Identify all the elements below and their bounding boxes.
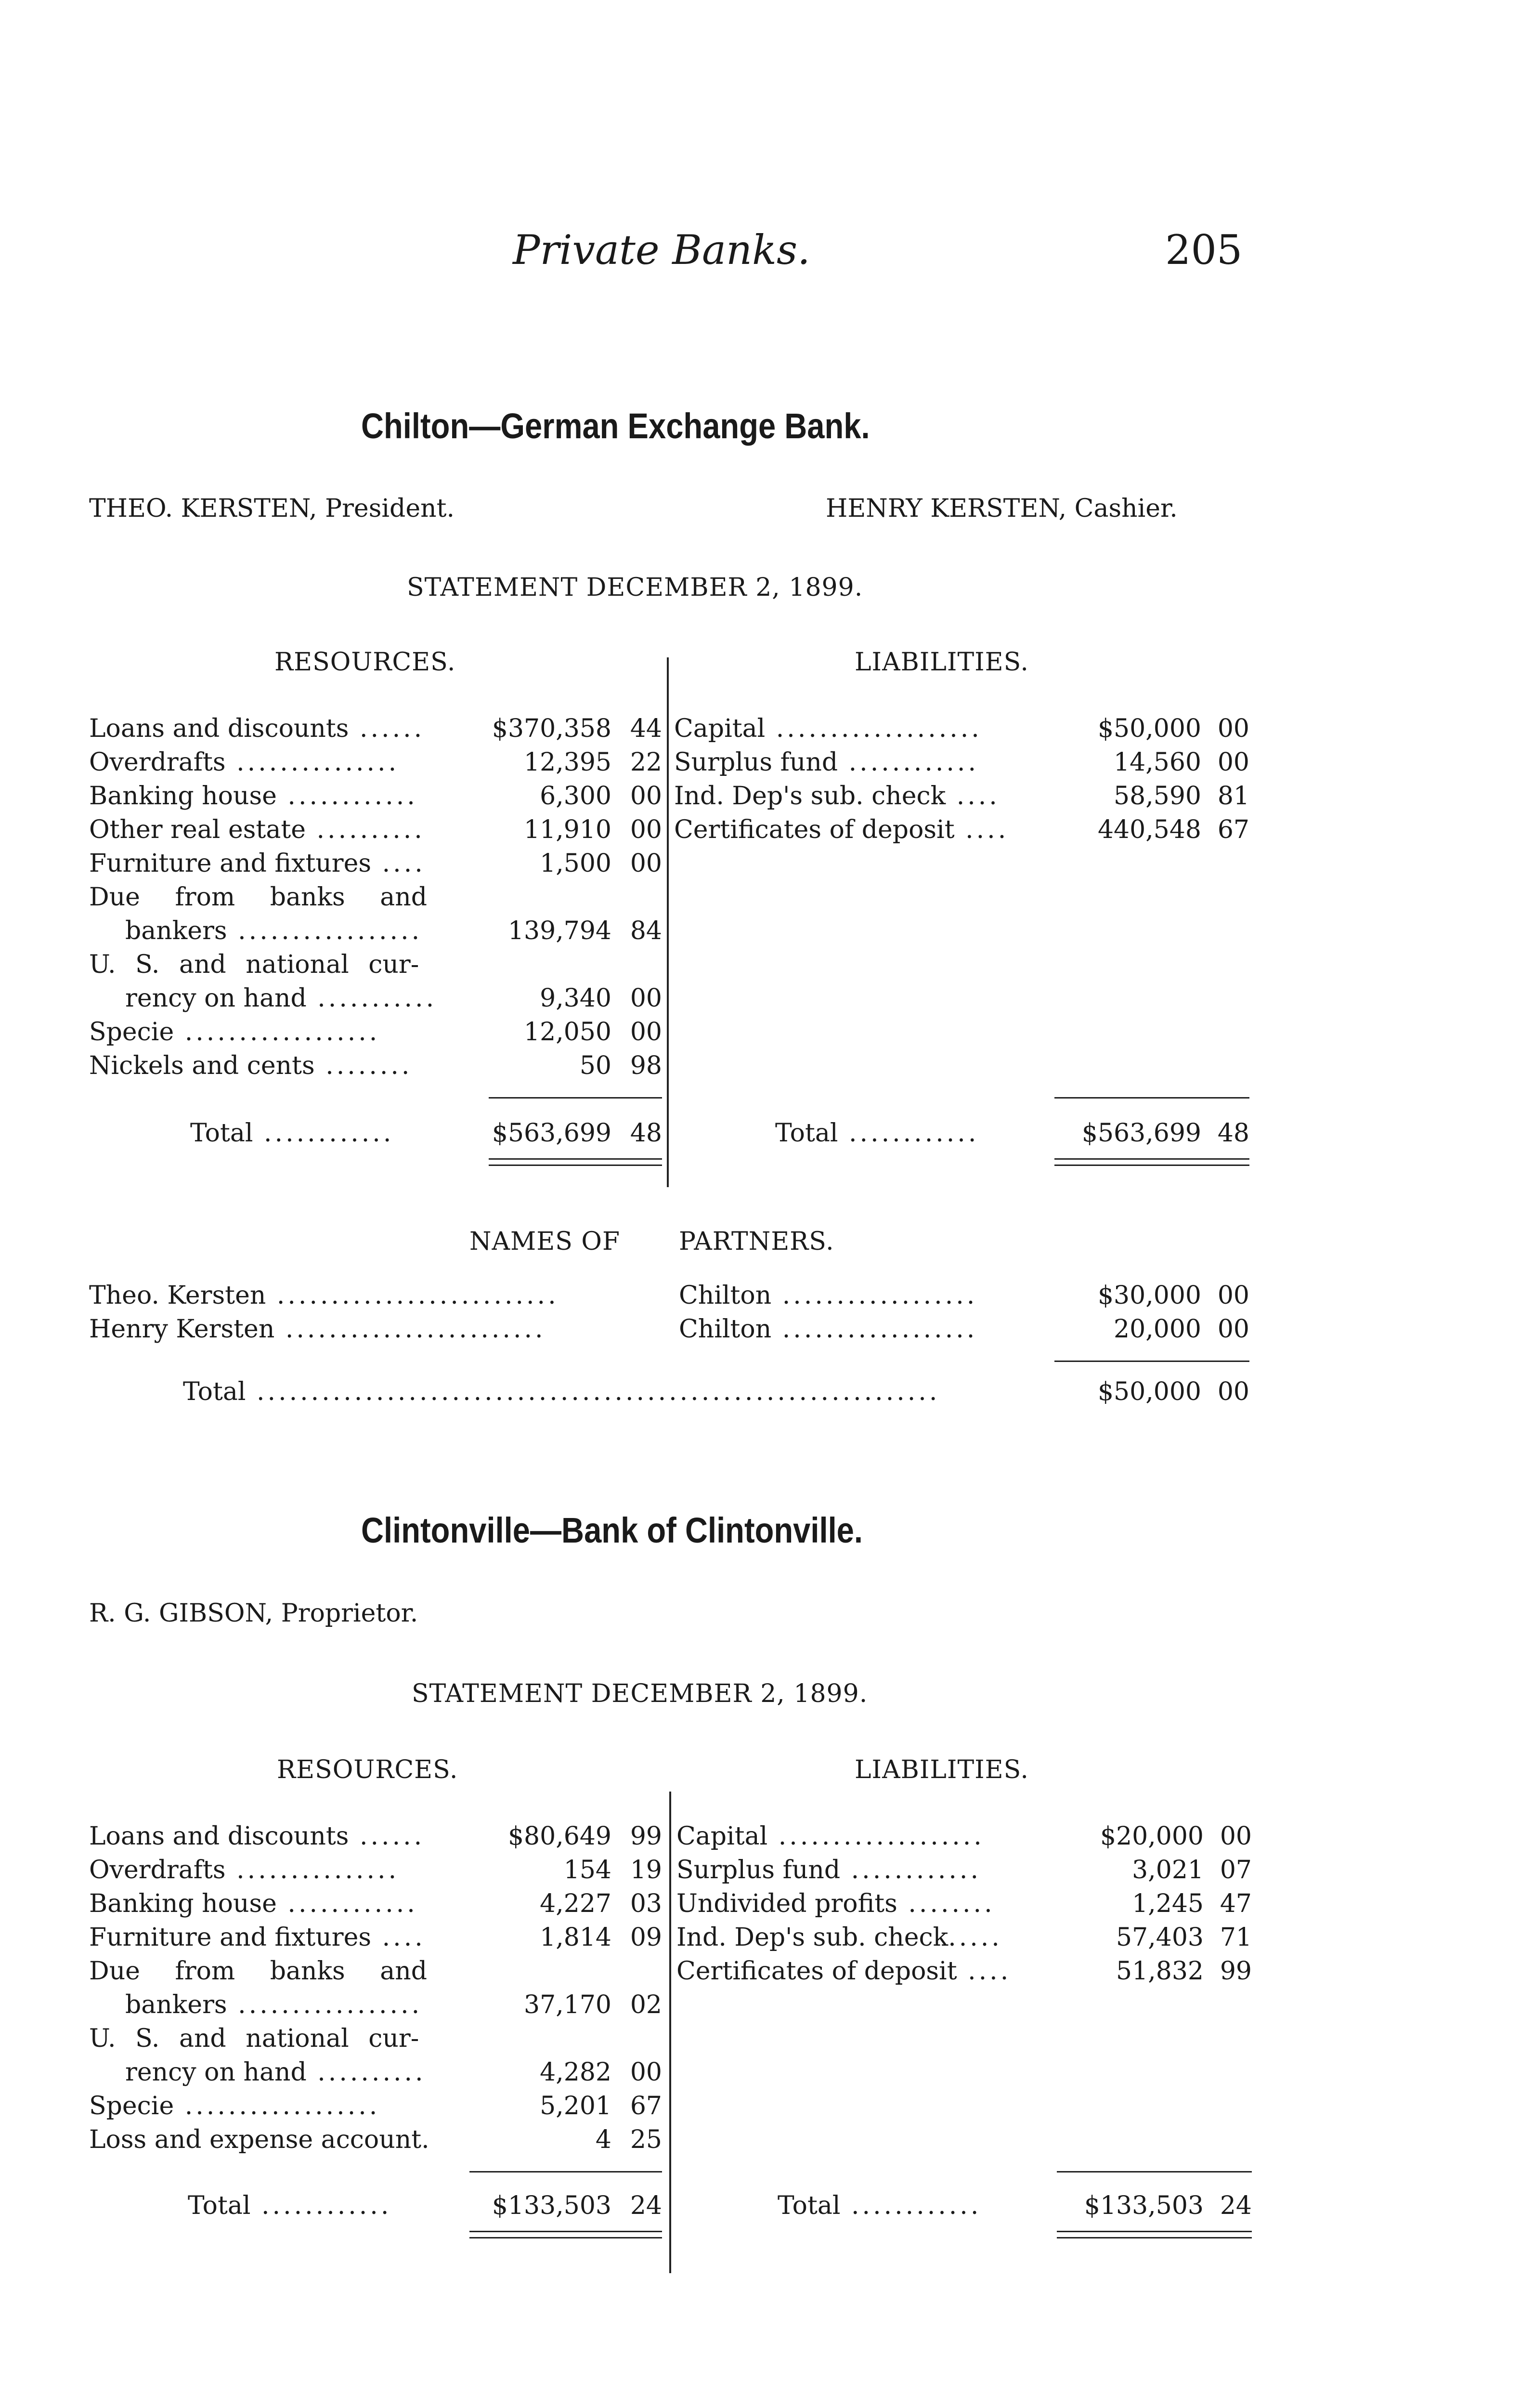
resource-label-line1: U. S. and national cur- [89,950,419,979]
partners-heading-left: NAMES OF [469,1227,621,1256]
resource-cents: 19 [630,1856,662,1885]
resource-cents: 00 [630,849,662,878]
resource-cents: 98 [630,1051,662,1080]
resource-label-line1: Due from banks and [89,1957,428,1986]
resource-dollars: 9,340 [540,984,611,1013]
liability-label: Undivided profits [676,1889,897,1918]
resource-dollars: 154 [563,1856,611,1885]
bank2-proprietor: R. G. GIBSON, Proprietor. [89,1599,418,1628]
liability-cents: 00 [1217,748,1249,777]
table-row: Surplus fund ............ 14,560 00 [674,746,1249,779]
resource-dollars: $370,358 [492,714,611,743]
rule [469,2171,662,2172]
resource-cents: 00 [630,1018,662,1047]
liability-label: Capital [674,714,766,743]
liability-label: Ind. Dep's sub. check [674,782,946,811]
resource-label: Other real estate [89,815,306,844]
resource-label: rency on hand [125,984,307,1013]
total-cents: 48 [630,1119,662,1148]
total-label: Total [183,1377,246,1406]
partner-dollars: 20,000 [1114,1315,1201,1344]
table-row: Banking house ............ 4,227 03 [89,1887,662,1921]
total-label: Total [188,2191,251,2220]
total-label: Total [775,1119,838,1148]
total-row: Total ............ $563,699 48 [89,1116,662,1150]
total-row: Total ............ $563,699 48 [674,1116,1249,1150]
resource-cents: 25 [630,2125,662,2154]
resource-cents: 67 [630,2092,662,2120]
resource-dollars: 4 [595,2125,611,2154]
liability-dollars: 1,245 [1132,1889,1204,1918]
resource-cents: 03 [630,1889,662,1918]
total-row: Total ............................................................... $50,000 00 [89,1375,1249,1409]
table-row: Other real estate .......... 11,910 00 [89,813,662,847]
liability-cents: 67 [1217,815,1249,844]
table-row: Surplus fund ............ 3,021 07 [676,1853,1252,1887]
resource-label: Loans and discounts [89,714,349,743]
liability-label: Capital [676,1822,768,1851]
resource-label: bankers [125,916,227,945]
bank1-statement-date: STATEMENT DECEMBER 2, 1899. [407,573,863,602]
total-cents: 48 [1217,1119,1249,1148]
bank1-president: THEO. KERSTEN, President. [89,494,455,523]
partner-dollars: $30,000 [1097,1281,1201,1310]
rule [489,1165,662,1166]
table-row: Ind. Dep's sub. check .... 58,590 81 [674,779,1249,813]
rule [1054,1097,1249,1099]
liability-dollars: 58,590 [1114,782,1201,811]
rule [1054,1165,1249,1166]
resource-dollars: 6,300 [540,782,611,811]
resource-dollars: $80,649 [507,1822,611,1851]
liability-label: Ind. Dep's sub. check [676,1923,948,1952]
liability-label: Certificates of deposit [676,1957,957,1986]
partner-residence: Chilton [679,1315,772,1344]
resource-dollars: 37,170 [524,1990,611,2019]
resource-label-line1: U. S. and national cur- [89,2024,419,2053]
partner-cents: 00 [1217,1281,1249,1310]
table-row: Overdrafts ............... 12,395 22 [89,746,662,779]
table-row: Furniture and fixtures .... 1,814 09 [89,1921,662,1954]
liability-cents: 71 [1220,1923,1252,1952]
liability-cents: 00 [1217,714,1249,743]
rule [489,1097,662,1099]
resource-label-line1: Due from banks and [89,883,428,912]
resource-dollars: 4,282 [540,2058,611,2087]
partner-cents: 00 [1217,1315,1249,1344]
bank2-title: Clintonville—Bank of Clintonville. [361,1510,863,1550]
resource-dollars: 139,794 [507,916,611,945]
resource-cents: 00 [630,782,662,811]
table-row: Loans and discounts ...... $370,358 44 [89,712,662,746]
total-dollars: $133,503 [1084,2191,1204,2220]
resource-cents: 84 [630,916,662,945]
resource-cents: 09 [630,1923,662,1952]
table-row: Ind. Dep's sub. check..... 57,403 71 [676,1921,1252,1954]
rule [1057,2171,1252,2172]
table-row: bankers ................. 37,170 02 [89,1988,662,2022]
total-label: Total [190,1119,253,1148]
partner-residence: Chilton [679,1281,772,1310]
table-row: Furniture and fixtures .... 1,500 00 [89,847,662,880]
resource-dollars: 5,201 [540,2092,611,2120]
running-head: Private Banks. [513,226,810,274]
resource-cents: 00 [630,815,662,844]
partners-heading-right: PARTNERS. [679,1227,834,1256]
table-row: Undivided profits ........ 1,245 47 [676,1887,1252,1921]
bank1-resources-heading: RESOURCES. [274,648,456,677]
rule [1054,1158,1249,1160]
total-cents: 24 [630,2191,662,2220]
liability-label: Certificates of deposit [674,815,955,844]
bank1-column-divider [667,657,669,1187]
resource-cents: 44 [630,714,662,743]
bank2-column-divider [669,1792,671,2273]
resource-label: Overdrafts [89,748,226,777]
table-row: Nickels and cents ........ 50 98 [89,1049,662,1083]
liability-label: Surplus fund [676,1856,841,1885]
liability-cents: 81 [1217,782,1249,811]
resource-label: Banking house [89,1889,277,1918]
table-row: Certificates of deposit .... 440,548 67 [674,813,1249,847]
resource-dollars: 12,050 [524,1018,611,1047]
total-cents: 24 [1220,2191,1252,2220]
liability-dollars: 57,403 [1116,1923,1204,1952]
table-row: Certificates of deposit .... 51,832 99 [676,1954,1252,1988]
resource-label: rency on hand [125,2058,307,2087]
table-row: Overdrafts ............... 154 19 [89,1853,662,1887]
resource-label: Furniture and fixtures [89,1923,372,1952]
bank1-liabilities-heading: LIABILITIES. [855,648,1029,677]
bank1-title: Chilton—German Exchange Bank. [361,406,870,446]
rule [1054,1361,1249,1362]
liability-dollars: 440,548 [1097,815,1201,844]
bank2-resources-heading: RESOURCES. [277,1755,458,1784]
rule [1057,2237,1252,2238]
resource-dollars: 50 [579,1051,611,1080]
resource-dollars: 12,395 [524,748,611,777]
resource-label: Furniture and fixtures [89,849,372,878]
liability-dollars: 3,021 [1132,1856,1204,1885]
bank2-statement-date: STATEMENT DECEMBER 2, 1899. [412,1679,868,1708]
resource-dollars: 4,227 [540,1889,611,1918]
table-row: bankers ................. 139,794 84 [89,914,662,948]
rule [1057,2231,1252,2232]
resource-cents: 00 [630,2058,662,2087]
liability-dollars: $20,000 [1100,1822,1204,1851]
resource-label: Specie [89,2092,174,2120]
resource-label: Overdrafts [89,1856,226,1885]
table-row: Banking house ............ 6,300 00 [89,779,662,813]
resource-cents: 99 [630,1822,662,1851]
total-cents: 00 [1217,1377,1249,1406]
total-dollars: $133,503 [492,2191,611,2220]
table-row: Capital ................... $50,000 00 [674,712,1249,746]
total-dollars: $50,000 [1097,1377,1201,1406]
resource-label: bankers [125,1990,227,2019]
resource-cents: 22 [630,748,662,777]
partner-name: Theo. Kersten [89,1281,266,1310]
resource-label: Banking house [89,782,277,811]
liability-cents: 07 [1220,1856,1252,1885]
total-dollars: $563,699 [492,1119,611,1148]
table-row: rency on hand ........... 9,340 00 [89,982,662,1015]
liability-dollars: 51,832 [1116,1957,1204,1986]
resource-label: Loans and discounts [89,1822,349,1851]
rule [469,2237,662,2238]
partner-row: Theo. Kersten .......................... Chilton .................. $30,000 00 [89,1279,1249,1312]
resource-dollars: 1,500 [540,849,611,878]
total-row: Total ............ $133,503 24 [676,2189,1252,2223]
resource-dollars: 11,910 [524,815,611,844]
resource-dollars: 1,814 [540,1923,611,1952]
total-row: Total ............ $133,503 24 [89,2189,662,2223]
liability-cents: 00 [1220,1822,1252,1851]
total-label: Total [778,2191,841,2220]
table-row: Specie .................. 5,201 67 [89,2089,662,2123]
resource-cents: 00 [630,984,662,1013]
resource-cents: 02 [630,1990,662,2019]
rule [489,1158,662,1160]
table-row: rency on hand .......... 4,282 00 [89,2055,662,2089]
resource-label: Loss and expense account. [89,2125,429,2154]
table-row: Capital ................... $20,000 00 [676,1819,1252,1853]
partner-row: Henry Kersten ........................ Chilton .................. 20,000 00 [89,1312,1249,1346]
liability-dollars: 14,560 [1114,748,1201,777]
table-row [89,2123,662,2157]
resource-label: Nickels and cents [89,1051,315,1080]
bank1-cashier: HENRY KERSTEN, Cashier. [826,494,1178,523]
table-row: Specie .................. 12,050 00 [89,1015,662,1049]
liability-cents: 99 [1220,1957,1252,1986]
bank2-liabilities-heading: LIABILITIES. [855,1755,1029,1784]
liability-label: Surplus fund [674,748,838,777]
rule [469,2231,662,2232]
page-number: 205 [1165,226,1243,274]
total-dollars: $563,699 [1081,1119,1201,1148]
resource-label: Specie [89,1018,174,1047]
partner-name: Henry Kersten [89,1315,275,1344]
liability-cents: 47 [1220,1889,1252,1918]
table-row: Loans and discounts ...... $80,649 99 [89,1819,662,1853]
liability-dollars: $50,000 [1097,714,1201,743]
